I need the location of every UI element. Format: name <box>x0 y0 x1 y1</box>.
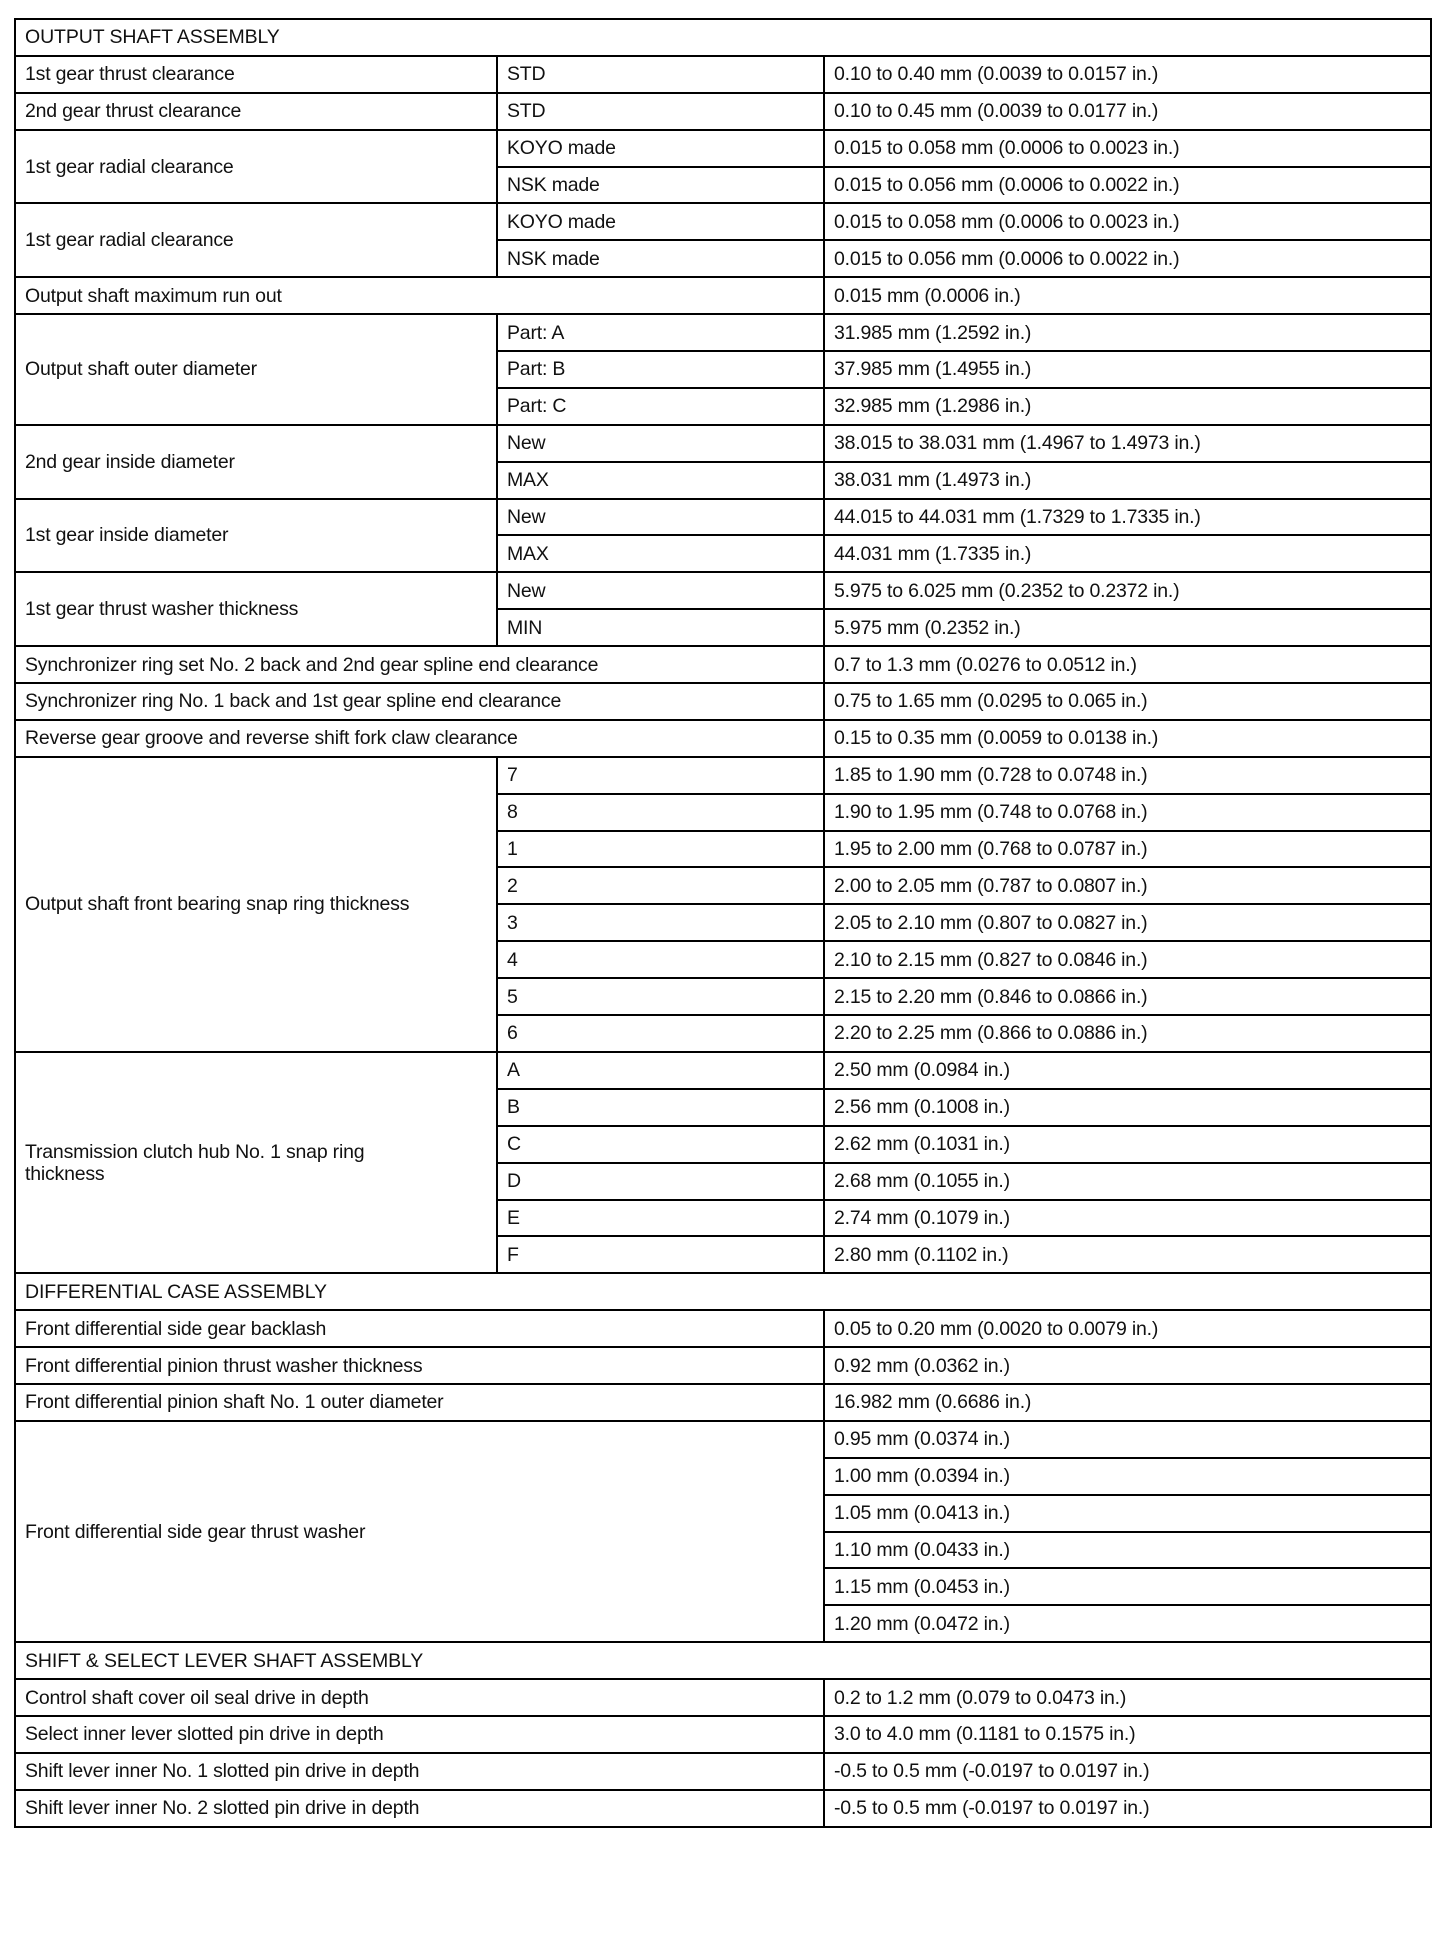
spec-value: 2.05 to 2.10 mm (0.807 to 0.0827 in.) <box>824 904 1431 941</box>
spec-value: 2.15 to 2.20 mm (0.846 to 0.0866 in.) <box>824 978 1431 1015</box>
spec-value: 5.975 mm (0.2352 in.) <box>824 609 1431 646</box>
condition: Part: A <box>497 314 824 351</box>
item-label: 1st gear inside diameter <box>15 499 497 573</box>
table-row <box>15 1052 1431 1089</box>
section-header-row <box>15 1642 1431 1679</box>
spec-value: 0.10 to 0.40 mm (0.0039 to 0.0157 in.) <box>824 56 1431 93</box>
item-label: Select inner lever slotted pin drive in depth <box>15 1716 824 1753</box>
spec-value: 1.95 to 2.00 mm (0.768 to 0.0787 in.) <box>824 831 1431 868</box>
condition: NSK made <box>497 167 824 204</box>
spec-value: 44.015 to 44.031 mm (1.7329 to 1.7335 in.) <box>824 499 1431 536</box>
condition: KOYO made <box>497 130 824 167</box>
table-row <box>15 1421 1431 1458</box>
spec-value: 0.10 to 0.45 mm (0.0039 to 0.0177 in.) <box>824 93 1431 130</box>
item-label: Front differential pinion shaft No. 1 outer diameter <box>15 1384 824 1421</box>
condition: E <box>497 1200 824 1237</box>
table-row <box>15 757 1431 794</box>
spec-value: 1.00 mm (0.0394 in.) <box>824 1458 1431 1495</box>
table-row <box>15 499 1431 536</box>
table-row <box>15 277 1431 314</box>
spec-value: 37.985 mm (1.4955 in.) <box>824 351 1431 388</box>
condition: 6 <box>497 1015 824 1052</box>
specification-table <box>14 18 1432 1828</box>
spec-value: 2.00 to 2.05 mm (0.787 to 0.0807 in.) <box>824 867 1431 904</box>
spec-value: 0.2 to 1.2 mm (0.079 to 0.0473 in.) <box>824 1679 1431 1716</box>
spec-value: 0.015 mm (0.0006 in.) <box>824 277 1431 314</box>
table-row <box>15 1753 1431 1790</box>
table-row <box>15 425 1431 462</box>
section-title-shift-select: SHIFT & SELECT LEVER SHAFT ASSEMBLY <box>15 1642 1431 1679</box>
table-row <box>15 130 1431 167</box>
item-label: Shift lever inner No. 2 slotted pin drive in depth <box>15 1790 824 1827</box>
condition: New <box>497 425 824 462</box>
spec-value: 0.7 to 1.3 mm (0.0276 to 0.0512 in.) <box>824 646 1431 683</box>
condition: 2 <box>497 867 824 904</box>
spec-value: 0.15 to 0.35 mm (0.0059 to 0.0138 in.) <box>824 720 1431 757</box>
condition: STD <box>497 56 824 93</box>
table-row <box>15 1790 1431 1827</box>
spec-value: 38.015 to 38.031 mm (1.4967 to 1.4973 in.) <box>824 425 1431 462</box>
spec-value: 1.20 mm (0.0472 in.) <box>824 1605 1431 1642</box>
condition: 4 <box>497 941 824 978</box>
section-header-row <box>15 19 1431 56</box>
item-label: Reverse gear groove and reverse shift fork claw clearance <box>15 720 824 757</box>
spec-value: 2.50 mm (0.0984 in.) <box>824 1052 1431 1089</box>
item-label: Output shaft outer diameter <box>15 314 497 425</box>
item-label: Front differential side gear backlash <box>15 1310 824 1347</box>
spec-value: 2.20 to 2.25 mm (0.866 to 0.0886 in.) <box>824 1015 1431 1052</box>
spec-value: 1.05 mm (0.0413 in.) <box>824 1495 1431 1532</box>
section-title-differential: DIFFERENTIAL CASE ASSEMBLY <box>15 1273 1431 1310</box>
condition: New <box>497 572 824 609</box>
spec-value: -0.5 to 0.5 mm (-0.0197 to 0.0197 in.) <box>824 1790 1431 1827</box>
condition: 3 <box>497 904 824 941</box>
condition: 1 <box>497 831 824 868</box>
spec-value: 1.10 mm (0.0433 in.) <box>824 1532 1431 1569</box>
condition: MAX <box>497 535 824 572</box>
condition: KOYO made <box>497 203 824 240</box>
item-label: 1st gear thrust washer thickness <box>15 572 497 646</box>
item-label: 1st gear thrust clearance <box>15 56 497 93</box>
spec-value: 1.90 to 1.95 mm (0.748 to 0.0768 in.) <box>824 794 1431 831</box>
item-label: Output shaft maximum run out <box>15 277 824 314</box>
spec-value: 31.985 mm (1.2592 in.) <box>824 314 1431 351</box>
spec-value: 0.92 mm (0.0362 in.) <box>824 1347 1431 1384</box>
spec-value: 0.95 mm (0.0374 in.) <box>824 1421 1431 1458</box>
spec-value: 2.74 mm (0.1079 in.) <box>824 1200 1431 1237</box>
spec-value: 1.15 mm (0.0453 in.) <box>824 1568 1431 1605</box>
item-label: 2nd gear inside diameter <box>15 425 497 499</box>
table-row <box>15 1384 1431 1421</box>
item-label: Synchronizer ring No. 1 back and 1st gear spline end clearance <box>15 683 824 720</box>
spec-value: 0.015 to 0.058 mm (0.0006 to 0.0023 in.) <box>824 130 1431 167</box>
condition: STD <box>497 93 824 130</box>
spec-value: 32.985 mm (1.2986 in.) <box>824 388 1431 425</box>
spec-value: 16.982 mm (0.6686 in.) <box>824 1384 1431 1421</box>
condition: 8 <box>497 794 824 831</box>
table-row <box>15 720 1431 757</box>
table-row <box>15 56 1431 93</box>
spec-value: 2.62 mm (0.1031 in.) <box>824 1126 1431 1163</box>
item-label: Front differential pinion thrust washer thickness <box>15 1347 824 1384</box>
spec-value: 1.85 to 1.90 mm (0.728 to 0.0748 in.) <box>824 757 1431 794</box>
table-row <box>15 1716 1431 1753</box>
condition: NSK made <box>497 240 824 277</box>
condition: D <box>497 1163 824 1200</box>
condition: 7 <box>497 757 824 794</box>
table-row <box>15 203 1431 240</box>
table-row <box>15 1310 1431 1347</box>
item-label: 2nd gear thrust clearance <box>15 93 497 130</box>
condition: New <box>497 499 824 536</box>
table-row <box>15 646 1431 683</box>
spec-value: 0.015 to 0.056 mm (0.0006 to 0.0022 in.) <box>824 167 1431 204</box>
spec-value: 5.975 to 6.025 mm (0.2352 to 0.2372 in.) <box>824 572 1431 609</box>
spec-value: -0.5 to 0.5 mm (-0.0197 to 0.0197 in.) <box>824 1753 1431 1790</box>
item-label: 1st gear radial clearance <box>15 203 497 277</box>
item-label: Transmission clutch hub No. 1 snap ring thickness <box>15 1052 497 1273</box>
table-row <box>15 1679 1431 1716</box>
spec-value: 0.05 to 0.20 mm (0.0020 to 0.0079 in.) <box>824 1310 1431 1347</box>
spec-value: 2.68 mm (0.1055 in.) <box>824 1163 1431 1200</box>
spec-value: 2.80 mm (0.1102 in.) <box>824 1236 1431 1273</box>
item-label: Synchronizer ring set No. 2 back and 2nd gear spline end clearance <box>15 646 824 683</box>
spec-value: 0.015 to 0.058 mm (0.0006 to 0.0023 in.) <box>824 203 1431 240</box>
condition: Part: C <box>497 388 824 425</box>
item-label: Control shaft cover oil seal drive in depth <box>15 1679 824 1716</box>
spec-value: 2.56 mm (0.1008 in.) <box>824 1089 1431 1126</box>
table-row <box>15 572 1431 609</box>
spec-value: 3.0 to 4.0 mm (0.1181 to 0.1575 in.) <box>824 1716 1431 1753</box>
item-label: Shift lever inner No. 1 slotted pin drive in depth <box>15 1753 824 1790</box>
section-header-row <box>15 1273 1431 1310</box>
condition: F <box>497 1236 824 1273</box>
condition: A <box>497 1052 824 1089</box>
table-row <box>15 683 1431 720</box>
item-label: Front differential side gear thrust washer <box>15 1421 824 1642</box>
condition: Part: B <box>497 351 824 388</box>
section-title-output-shaft: OUTPUT SHAFT ASSEMBLY <box>15 19 1431 56</box>
spec-value: 0.75 to 1.65 mm (0.0295 to 0.065 in.) <box>824 683 1431 720</box>
condition: MAX <box>497 462 824 499</box>
condition: 5 <box>497 978 824 1015</box>
item-label: Output shaft front bearing snap ring thickness <box>15 757 497 1052</box>
table-row <box>15 314 1431 351</box>
table-row <box>15 1347 1431 1384</box>
condition: C <box>497 1126 824 1163</box>
spec-value: 0.015 to 0.056 mm (0.0006 to 0.0022 in.) <box>824 240 1431 277</box>
spec-value: 2.10 to 2.15 mm (0.827 to 0.0846 in.) <box>824 941 1431 978</box>
spec-value: 44.031 mm (1.7335 in.) <box>824 535 1431 572</box>
table-row <box>15 93 1431 130</box>
spec-value: 38.031 mm (1.4973 in.) <box>824 462 1431 499</box>
condition: MIN <box>497 609 824 646</box>
item-label: 1st gear radial clearance <box>15 130 497 204</box>
condition: B <box>497 1089 824 1126</box>
